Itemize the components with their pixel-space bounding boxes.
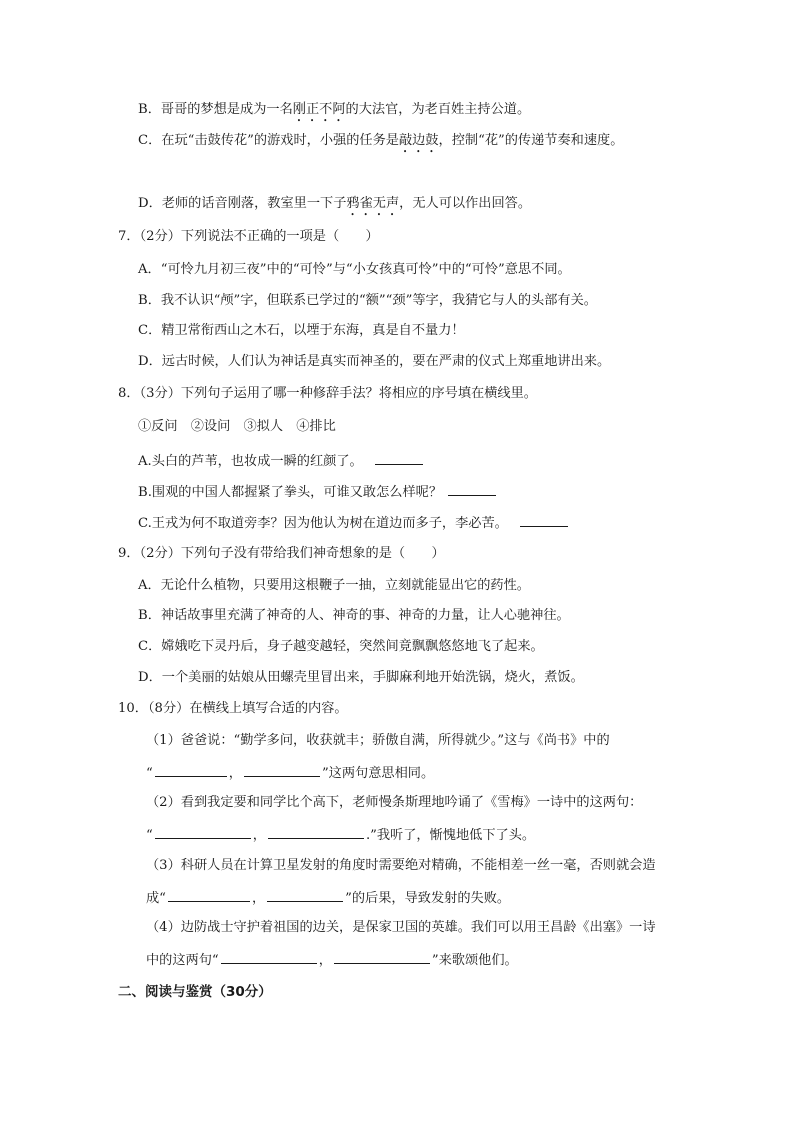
dotted-idiom: 刚正不阿 [292, 102, 346, 117]
q8-stem: 8．（3分）下列句子运用了哪一种修辞手法？将相应的序号填在横线里。 [118, 386, 537, 401]
q8-sentence-a: A.头白的芦苇，也妆成一瞬的红颜了。 [138, 451, 425, 471]
answer-blank[interactable] [448, 482, 496, 496]
q7-option-c: C．精卫常衔西山之木石，以堙于东海，真是自不量力！ [138, 323, 465, 338]
q10-part4-line1: （4）边防战士守护着祖国的边关，是保家卫国的英雄。我们可以用王昌龄《出塞》一诗 [146, 920, 656, 935]
q7-option-b: B．我不认识“颅”字，但联系已学过的“额”“颈”等字，我猜它与人的头部有关。 [138, 293, 597, 308]
answer-blank[interactable] [267, 888, 343, 902]
q9-option-c: C．嫦娥吃下灵丹后，身子越变越轻，突然间竟飘飘悠悠地飞了起来。 [138, 639, 544, 654]
answer-blank[interactable] [221, 950, 317, 964]
answer-blank[interactable] [155, 763, 227, 777]
dotted-idiom: 敲边鼓 [398, 133, 439, 148]
q10-part4-line2: 中的这两句“ ， ”来歌颂他们。 [146, 950, 518, 970]
q10-part2-line1: （2）看到我定要和同学比个高下，老师慢条斯理地吟诵了《雪梅》一诗中的这两句： [146, 795, 643, 810]
q9-option-b: B．神话故事里充满了神奇的人、神奇的事、神奇的力量，让人心驰神往。 [138, 608, 570, 623]
answer-blank[interactable] [168, 888, 250, 902]
q10-part1-line2: “ ， ”这两句意思相同。 [146, 763, 434, 783]
q7-option-d: D．远古时候，人们认为神话是真实而神圣的，要在严肃的仪式上郑重地讲出来。 [138, 354, 611, 369]
q6-option-d: D．老师的话音刚落，教室里一下子鸦雀无声，无人可以作出回答。 [138, 196, 532, 211]
q8-sentence-c: C.王戎为何不取道旁李？因为他认为树在道边而多子，李必苦。 [138, 513, 570, 533]
answer-blank[interactable] [244, 763, 320, 777]
answer-blank[interactable] [334, 950, 430, 964]
q6-option-c: C．在玩“击鼓传花”的游戏时，小强的任务是敲边鼓，控制“花”的传递节奏和速度。 [138, 133, 624, 148]
q7-stem: 7．（2分）下列说法不正确的一项是（ ） [118, 229, 379, 244]
answer-blank[interactable] [520, 513, 568, 527]
section-heading: 二、阅读与鉴赏（30分） [118, 984, 272, 1000]
q9-option-a: A．无论什么植物，只要用这根鞭子一抽，立刻就能显出它的药性。 [138, 578, 530, 593]
dotted-idiom: 鸦雀无声 [346, 196, 400, 211]
q9-option-d: D．一个美丽的姑娘从田螺壳里冒出来，手脚麻利地开始洗锅，烧火，煮饭。 [138, 670, 584, 685]
answer-blank[interactable] [268, 825, 364, 839]
q10-part3-line1: （3）科研人员在计算卫星发射的角度时需要绝对精确，不能相差一丝一毫，否则就会造 [146, 858, 656, 873]
q9-stem: 9．（2分）下列句子没有带给我们神奇想象的是（ ） [118, 546, 445, 561]
q10-part2-line2: “ ， .”我听了，惭愧地低下了头。 [146, 825, 535, 845]
q8-choices: ①反问 ②设问 ③拟人 ④排比 [138, 419, 336, 434]
q8-sentence-b: B.围观的中国人都握紧了拳头，可谁又敢怎么样呢？ [138, 482, 498, 502]
q10-part3-line2: 成“ ， ”的后果，导致发射的失败。 [146, 888, 510, 908]
q7-option-a: A．“可怜九月初三夜”中的“可怜”与“小女孩真可怜”中的“可怜”意思不同。 [138, 262, 571, 277]
q10-part1-line1: （1）爸爸说：“勤学多问，收获就丰；骄傲自满，所得就少。”这与《尚书》中的 [146, 733, 610, 748]
answer-blank[interactable] [375, 451, 423, 465]
answer-blank[interactable] [155, 825, 251, 839]
q6-option-b: B．哥哥的梦想是成为一名刚正不阿的大法官，为老百姓主持公道。 [138, 102, 531, 117]
q10-stem: 10．（8分）在横线上填写合适的内容。 [118, 701, 348, 716]
